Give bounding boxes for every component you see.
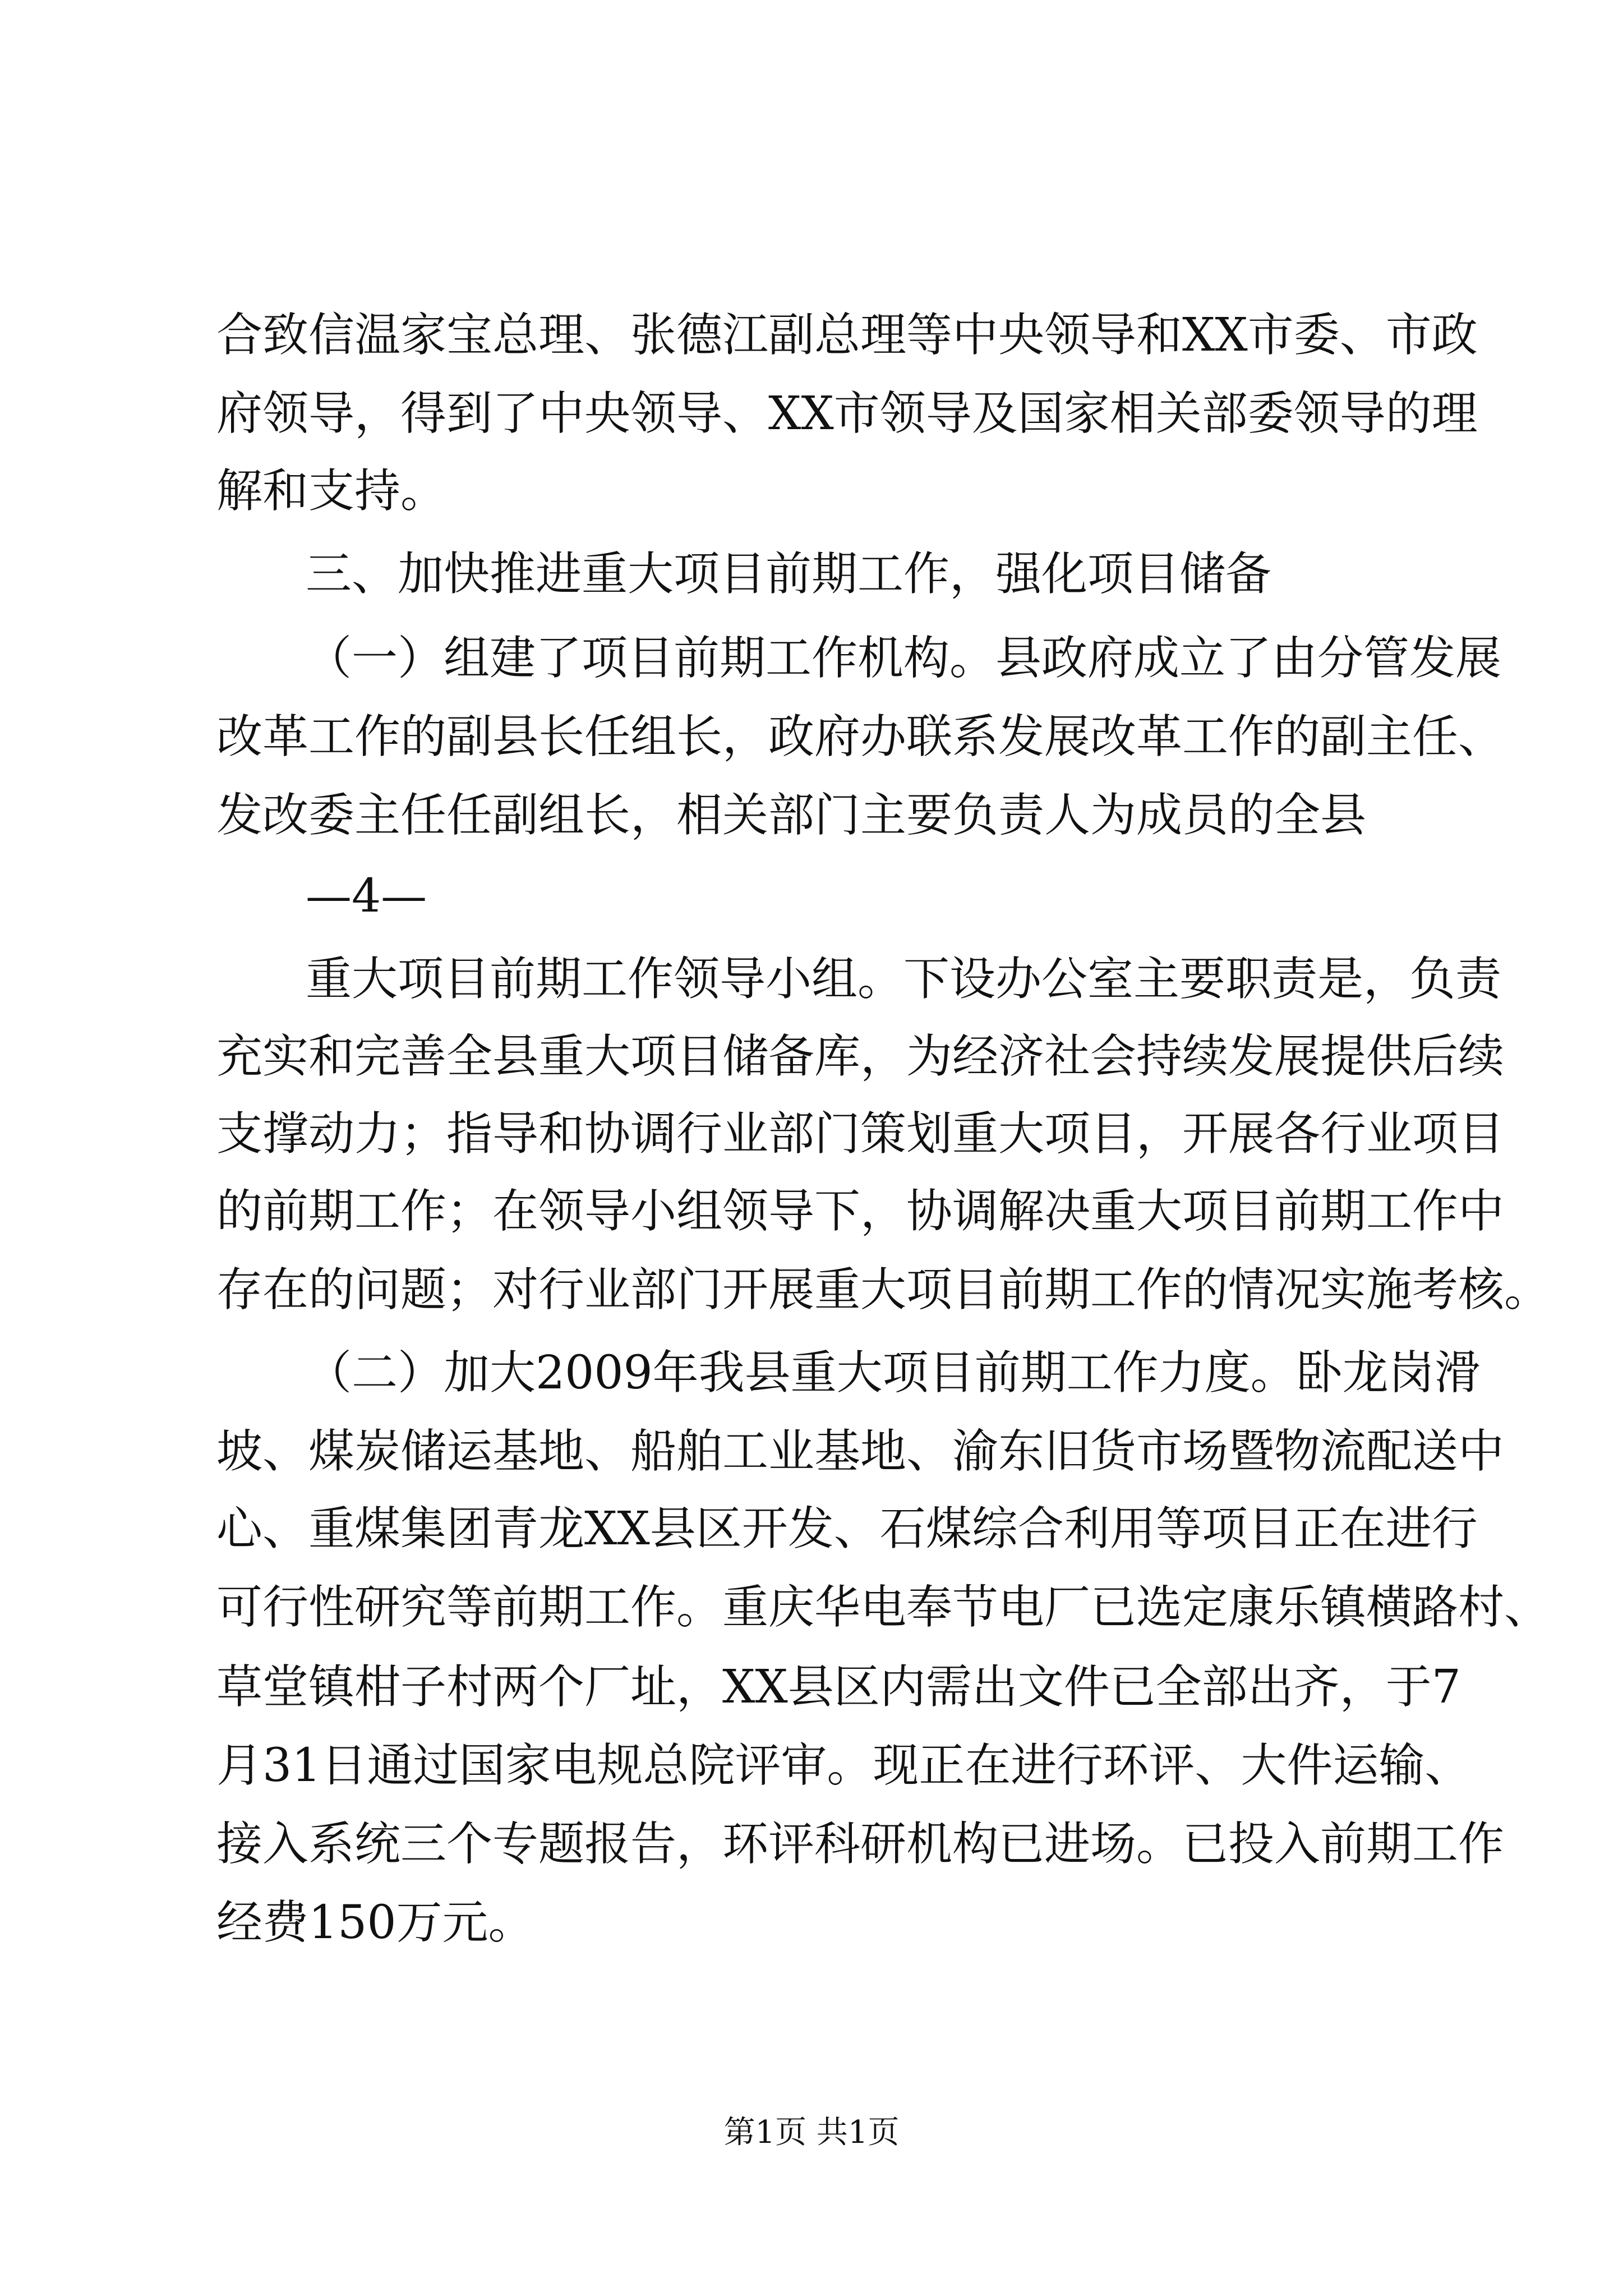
body-line-21: 经费150万元。 [216,1896,534,1949]
body-line-16: 心、重煤集团青龙XX县区开发、石煤综合利用等项目正在进行 [216,1502,1478,1556]
body-line-11: 支撑动力；指导和协调行业部门策划重大项目，开展各行业项目 [216,1107,1505,1161]
body-line-14: （二）加大2009年我县重大项目前期工作力度。卧龙岗滑 [306,1346,1481,1400]
section-heading: 三、加快推进重大项目前期工作，强化项目储备 [306,547,1272,601]
body-line-9: 重大项目前期工作领导小组。下设办公室主要职责是，负责 [306,953,1502,1006]
body-line-5: （一）组建了项目前期工作机构。县政府成立了由分管发展 [306,632,1502,685]
body-line-6: 改革工作的副县长任组长，政府办联系发展改革工作的副主任、 [216,710,1505,763]
body-line-7: 发改委主任任副组长，相关部门主要负责人为成员的全县 [216,789,1367,842]
body-line-13: 存在的问题；对行业部门开展重大项目前期工作的情况实施考核。 [216,1263,1551,1317]
page-footer: 第1页 共1页 [723,2114,900,2151]
body-line-17: 可行性研究等前期工作。重庆华电奉节电厂已选定康乐镇横路村、 [216,1581,1551,1634]
body-line-1: 合致信温家宝总理、张德江副总理等中央领导和XX市委、市政 [216,309,1478,362]
body-line-18: 草堂镇柑子村两个厂址，XX县区内需出文件已全部出齐，于7 [216,1660,1461,1714]
page-number-marker: —4— [306,869,427,923]
body-line-19: 月31日通过国家电规总院评审。现正在进行环评、大件运输、 [216,1739,1471,1792]
body-line-12: 的前期工作；在领导小组领导下，协调解决重大项目前期工作中 [216,1185,1505,1238]
body-line-3: 解和支持。 [216,464,447,518]
body-line-2: 府领导，得到了中央领导、XX市领导及国家相关部委领导的理 [216,387,1478,440]
body-line-15: 坡、煤炭储运基地、船舶工业基地、渝东旧货市场暨物流配送中 [216,1425,1505,1478]
body-line-20: 接入系统三个专题报告，环评科研机构已进场。已投入前期工作 [216,1818,1505,1871]
body-line-10: 充实和完善全县重大项目储备库，为经济社会持续发展提供后续 [216,1030,1505,1083]
